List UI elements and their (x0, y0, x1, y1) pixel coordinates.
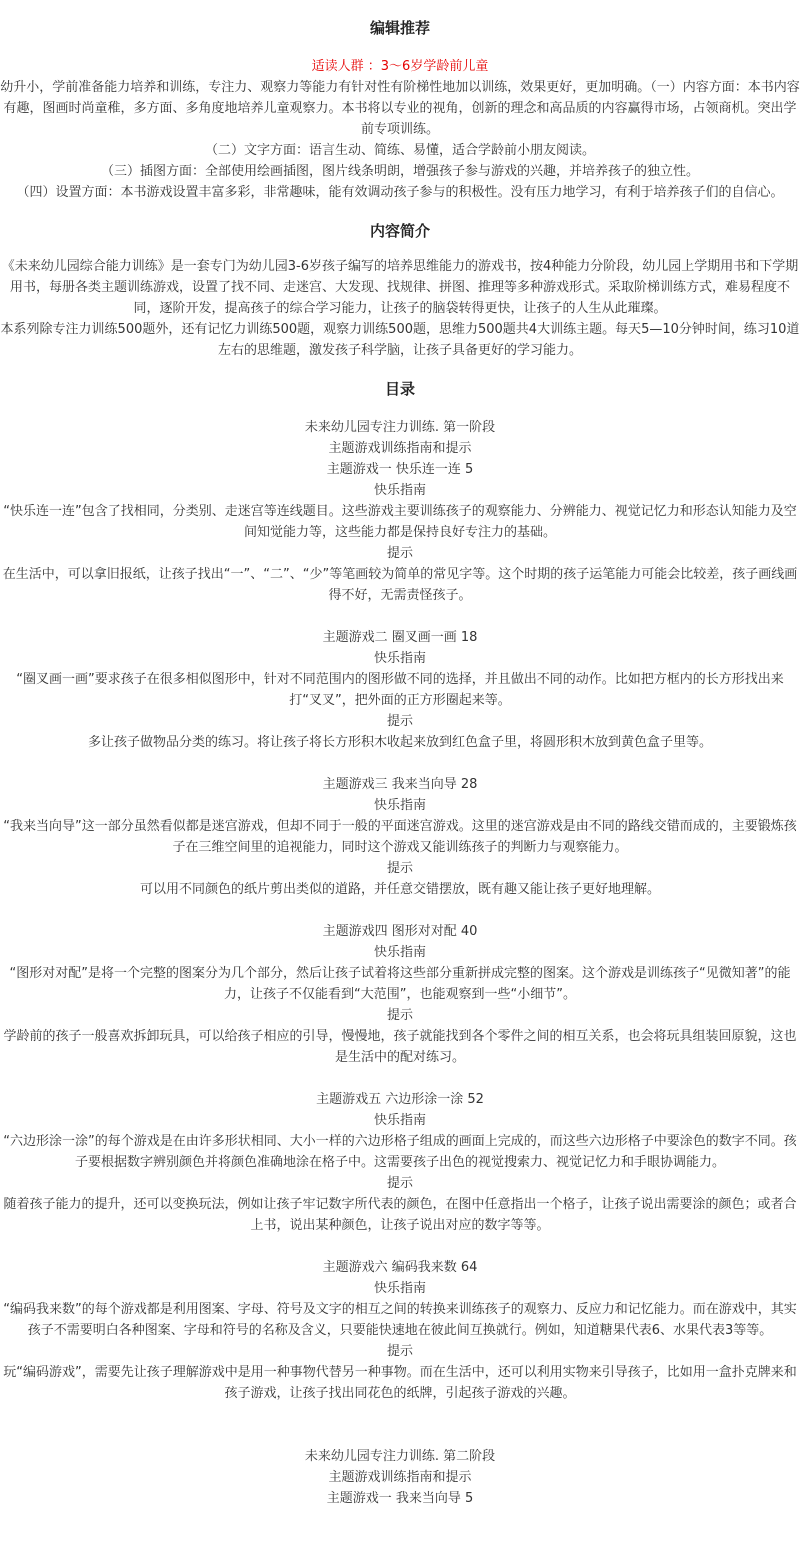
tip-text: 学龄前的孩子一般喜欢拆卸玩具，可以给孩子相应的引导，慢慢地，孩子就能找到各个零件之间的相互关系，也会将玩具组装回原貌，这也是生活中的配对练习。 (3, 1029, 797, 1065)
guide-text: “编码我来数”的每个游戏都是利用图案、字母、符号及文字的相互之间的转换来训练孩子的观察力、反应力和记忆能力。而在游戏中，其实孩子不需要明白各种图案、字母和符号的名称及含义，只要能快速地在彼此间互换就行。例如，知道糖果代表6、水果代表3等等。 (3, 1302, 797, 1338)
game-name: 主题游戏五 六边形涂一涂 52 (316, 1092, 484, 1107)
editor-paragraph: （二）文字方面：语言生动、简练、易懂，适合学龄前小朋友阅读。 (204, 143, 595, 158)
game-name: 主题游戏一 快乐连一连 5 (326, 462, 474, 477)
editor-paragraph: （三）插图方面：全部使用绘画插图，图片线条明朗，增强孩子参与游戏的兴趣，并培养孩子的独立性。 (100, 164, 699, 179)
editor-paragraph: 幼升小，学前准备能力培养和训练，专注力、观察力等能力有针对性有阶梯性地加以训练，效果更好，更加明确。（一）内容方面：本书内容有趣，图画时尚童稚，多方面、多角度地培养儿童观察力。本书将以专业的视角，创新的理念和高品质的内容赢得市场，占领商机。突出学前专项训练。 (0, 80, 800, 137)
intro-title: 内容简介 (369, 222, 430, 240)
tip-label: 提示 (386, 1176, 413, 1191)
tip-text: 随着孩子能力的提升，还可以变换玩法，例如让孩子牢记数字所代表的颜色，在图中任意指出一个格子，让孩子说出需要涂的颜色；或者合上书，说出某种颜色，让孩子说出对应的数字等等。 (3, 1197, 797, 1233)
guide-label: 快乐指南 (373, 1113, 426, 1128)
game-block (0, 1089, 800, 1236)
tip-text: 多让孩子做物品分类的练习。将让孩子将长方形积木收起来放到红色盒子里，将圆形积木放到黄色盒子里等。 (87, 735, 712, 750)
tip-label: 提示 (386, 861, 413, 876)
stage-heading: 未来幼儿园专注力训练. 第一阶段 (304, 420, 496, 435)
tip-text: 可以用不同颜色的纸片剪出类似的道路，并任意交错摆放，既有趣又能让孩子更好地理解。 (139, 882, 660, 897)
game-name: 主题游戏二 圈叉画一画 18 (322, 630, 478, 645)
game-block (0, 627, 800, 753)
guide-text: “圈叉画一画”要求孩子在很多相似图形中，针对不同范围内的图形做不同的选择，并且做出不同的动作。比如把方框内的长方形找出来打“叉叉”，把外面的正方形圈起来等。 (16, 672, 784, 708)
game-block (0, 459, 800, 606)
toc-guide-line: 主题游戏训练指南和提示 (328, 441, 472, 456)
editor-paragraph: （四）设置方面：本书游戏设置丰富多彩，非常趣味，能有效调动孩子参与的积极性。没有压力地学习，有利于培养孩子们的自信心。 (16, 185, 784, 200)
editor-title: 编辑推荐 (369, 19, 430, 37)
game-name: 主题游戏四 图形对对配 40 (322, 924, 478, 939)
guide-text: “图形对对配”是将一个完整的图案分为几个部分，然后让孩子试着将这些部分重新拼成完整的图案。这个游戏是训练孩子“见微知著”的能力，让孩子不仅能看到“大范围”，也能观察到一些“小细节”。 (9, 966, 791, 1002)
guide-label: 快乐指南 (373, 1281, 426, 1296)
tip-text: 玩“编码游戏”，需要先让孩子理解游戏中是用一种事物代替另一种事物。而在生活中，还可以利用实物来引导孩子，比如用一盒扑克牌来和孩子游戏，让孩子找出同花色的纸牌，引起孩子游戏的兴趣。 (3, 1365, 797, 1401)
guide-label: 快乐指南 (373, 945, 426, 960)
tip-label: 提示 (386, 1008, 413, 1023)
game-name: 主题游戏三 我来当向导 28 (322, 777, 478, 792)
guide-text: “我来当向导”这一部分虽然看似都是迷宫游戏，但却不同于一般的平面迷宫游戏。这里的迷宫游戏是由不同的路线交错而成的，主要锻炼孩子在三维空间里的追视能力，同时这个游戏又能训练孩子的判断力与观察能力。 (3, 819, 797, 855)
guide-label: 快乐指南 (373, 651, 426, 666)
toc-guide-line: 主题游戏训练指南和提示 (328, 1470, 472, 1485)
guide-label: 快乐指南 (373, 483, 426, 498)
game-name: 主题游戏一 我来当向导 5 (326, 1491, 474, 1506)
intro-paragraph: 本系列除专注力训练500题外，还有记忆力训练500题，观察力训练500题，思维力500题共4大训练主题。每天5—10分钟时间，练习10道左右的思维题，激发孩子科学脑，让孩子具备更好的学习能力。 (0, 322, 800, 358)
game-block (0, 1257, 800, 1404)
audience-line: 适读人群 ：3～6岁学龄前儿童 (311, 59, 489, 74)
tip-text: 在生活中，可以拿旧报纸，让孩子找出“一”、“二”、“少”等笔画较为简单的常见字等。这个时期的孩子运笔能力可能会比较差，孩子画线画得不好，无需责怪孩子。 (2, 567, 798, 603)
tip-label: 提示 (386, 546, 413, 561)
intro-paragraph: 《未来幼儿园综合能力训练》是一套专门为幼儿园3-6岁孩子编写的培养思维能力的游戏书，按4种能力分阶段，幼儿园上学期用书和下学期用书，每册各类主题训练游戏，设置了找不同、走迷宫、大发现、找规律、拼图、推理等多种游戏形式。采取阶梯训练方式，难易程度不同，逐阶开发，提高孩子的综合学习能力，让孩子的脑袋转得更快，让孩子的人生从此璀璨。 (1, 259, 799, 316)
guide-text: “快乐连一连”包含了找相同，分类别、走迷宫等连线题目。这些游戏主要训练孩子的观察能力、分辨能力、视觉记忆力和形态认知能力及空间知觉能力等，这些能力都是保持良好专注力的基础。 (3, 504, 797, 540)
stage-heading: 未来幼儿园专注力训练. 第二阶段 (304, 1449, 496, 1464)
game-name: 主题游戏六 编码我来数 64 (322, 1260, 478, 1275)
game-block (0, 921, 800, 1068)
tip-label: 提示 (386, 714, 413, 729)
toc-title: 目录 (384, 380, 415, 398)
tip-label: 提示 (386, 1344, 413, 1359)
guide-text: “六边形涂一涂”的每个游戏是在由许多形状相同、大小一样的六边形格子组成的画面上完成的，而这些六边形格子中要涂色的数字不同。孩子要根据数字辨别颜色并将颜色准确地涂在格子中。这需要孩子出色的视觉搜索力、视觉记忆力和手眼协调能力。 (3, 1134, 797, 1170)
game-block (0, 774, 800, 900)
guide-label: 快乐指南 (373, 798, 426, 813)
